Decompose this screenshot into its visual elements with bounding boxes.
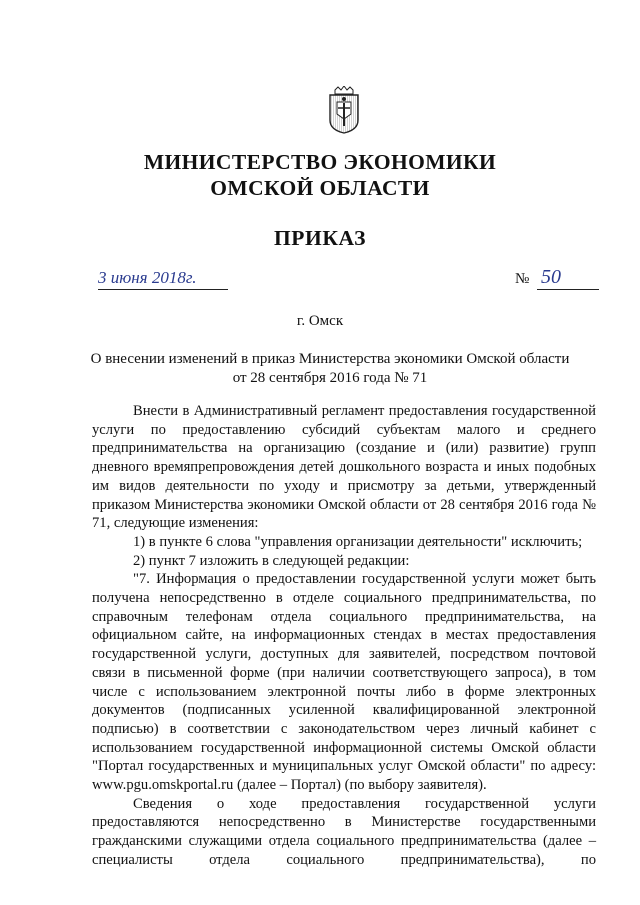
order-title-line2: от 28 сентября 2016 года № 71	[232, 370, 428, 386]
body-paragraph-point-7: "7. Информация о предоставлении государственной услуги может быть получена непосредственно в отделе социального предпринимательства, по справочным телефонам отдела социального предпринимательства, на официальном сайте, на информационных стендах в местах предоставления государственной услуги, доступных для заявителей, посредством почтовой связи в письменной форме (при наличии соответствующего запроса), в том числе с использованием электронной почты либо в форме электронных документов (подписанных усиленной квалифицированной электронной подписью) в соответствии с законодательством через личный кабинет с использованием государственной информационной системы Омской области "Портал государственных и муниципальных услуг Омской области" по адресу: www.pgu.omskportal.ru (далее – Портал) (по выбору заявителя).	[92, 571, 596, 794]
number-label: №	[515, 271, 530, 287]
ministry-name-line2: ОМСКОЙ ОБЛАСТИ	[210, 176, 430, 200]
body-paragraph-info-status: Сведения о ходе предоставления государственной услуги предоставляются непосредственно в Министерстве государственными гражданскими служащими отдела социального предпринимательства (далее – специалисты отдела социального предпринимательства), по	[92, 795, 596, 868]
order-title	[70, 350, 590, 388]
body-paragraph-item-1: 1) в пункте 6 слова "управления организации деятельности" исключить;	[133, 533, 583, 550]
body-paragraph-item-2: 2) пункт 7 изложить в следующей редакции:	[133, 552, 410, 569]
ministry-name-line1: МИНИСТЕРСТВО ЭКОНОМИКИ	[143, 150, 497, 174]
document-type-heading: ПРИКАЗ	[273, 226, 367, 250]
order-body	[92, 402, 596, 870]
city-line: г. Омск	[296, 313, 344, 329]
body-paragraph-intro: Внести в Административный регламент предоставления государственной услуги по предоставлению субсидий субъектам малого и среднего предпринимательства на организацию (создание и (или) развитие) групп дневного времяпрепровождения детей дошкольного возраста и иных подобных им видов деятельности по уходу и присмотру за детьми, утвержденный приказом Министерства экономики Омской области от 28 сентября 2016 года № 71, следующие изменения:	[92, 403, 596, 532]
handwritten-date: 3 июня 2018г.	[98, 268, 228, 290]
omsk-coat-of-arms-emblem	[327, 86, 361, 134]
order-title-line1: О внесении изменений в приказ Министерства экономики Омской области	[90, 351, 570, 367]
handwritten-order-number: 50	[537, 266, 599, 290]
